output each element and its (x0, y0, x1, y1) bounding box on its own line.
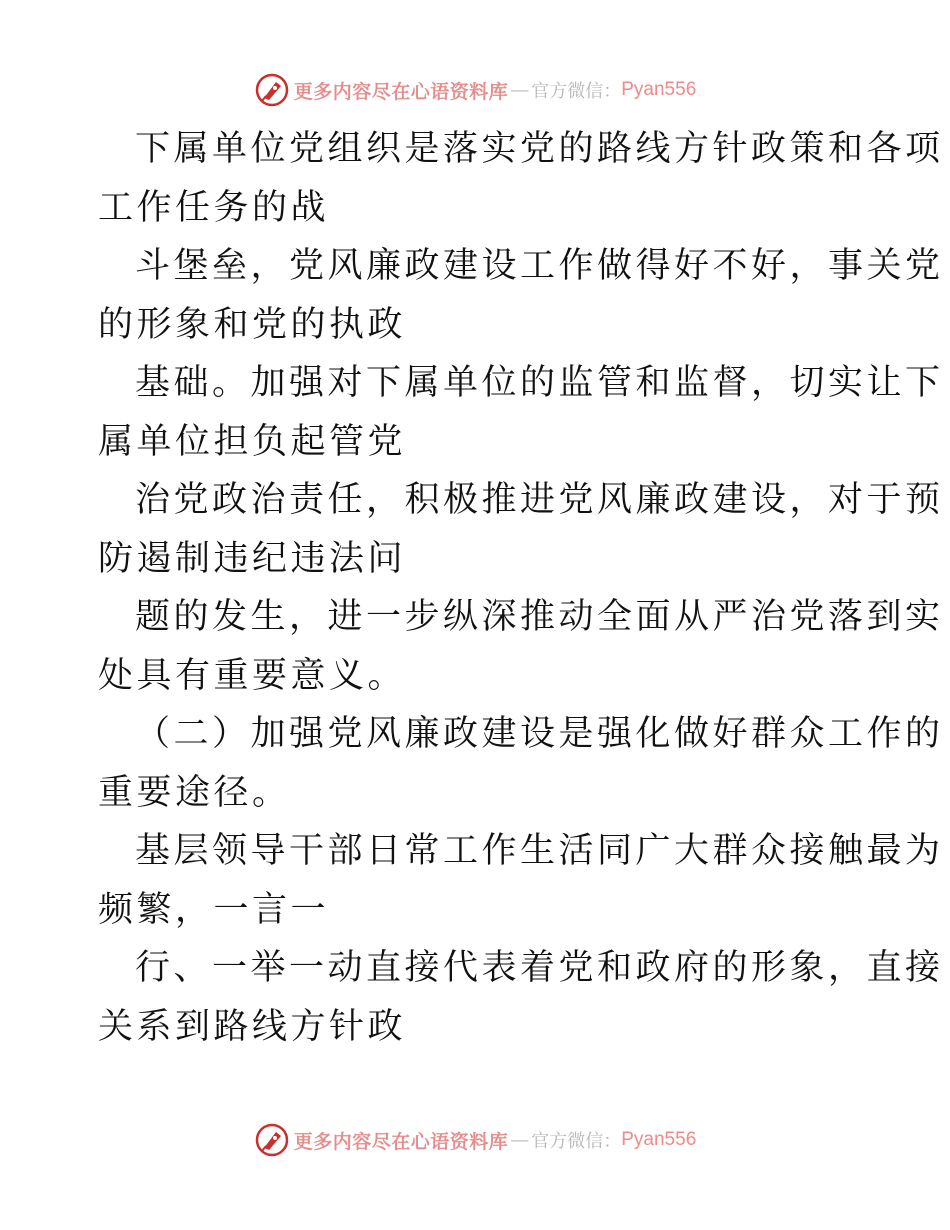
text-line: 防遏制违纪违法问 (98, 538, 407, 579)
text-line: 斗堡垒，党风廉政建设工作做得好不好，事关党 (135, 246, 944, 286)
section-heading: （二）加强党风廉政建设是强化做好群众工作的 (135, 714, 944, 754)
pen-nib-circle-icon (254, 72, 290, 108)
watermark-label: 官方微信： (531, 81, 622, 102)
text-line: 题的发生，进一步纵深推动全面从严治党落到实 (135, 597, 944, 637)
watermark-separator: — (510, 79, 530, 101)
text-line: 重要途径。 (98, 772, 291, 813)
text-line: 行、一举一动直接代表着党和政府的形象，直接 (135, 948, 944, 988)
text-line: 工作任务的战 (98, 187, 330, 228)
text-line: 频繁，一言一 (98, 889, 330, 930)
header-watermark (0, 70, 950, 110)
watermark-separator: — (510, 1129, 530, 1151)
text-line: 下属单位党组织是落实党的路线方针政策和各项 (135, 129, 944, 169)
text-line: 治党政治责任，积极推进党风廉政建设，对于预 (135, 480, 944, 520)
text-line: 属单位担负起管党 (98, 421, 407, 462)
watermark-account: Pyan556 (621, 79, 697, 100)
text-line: 基层领导干部日常工作生活同广大群众接触最为 (135, 831, 944, 871)
watermark-account: Pyan556 (621, 1129, 697, 1150)
text-line: 处具有重要意义。 (98, 655, 407, 696)
watermark-label: 官方微信： (531, 1131, 622, 1152)
watermark-brand: 更多内容尽在心语资料库 (293, 80, 509, 103)
footer-watermark (0, 1120, 950, 1160)
text-line: 关系到路线方针政 (98, 1006, 407, 1047)
text-line: 基础。加强对下属单位的监管和监督，切实让下 (135, 363, 944, 403)
watermark-brand: 更多内容尽在心语资料库 (293, 1130, 509, 1153)
text-line: 的形象和党的执政 (98, 304, 407, 345)
document-body (98, 120, 944, 1056)
pen-nib-circle-icon (254, 1122, 290, 1158)
